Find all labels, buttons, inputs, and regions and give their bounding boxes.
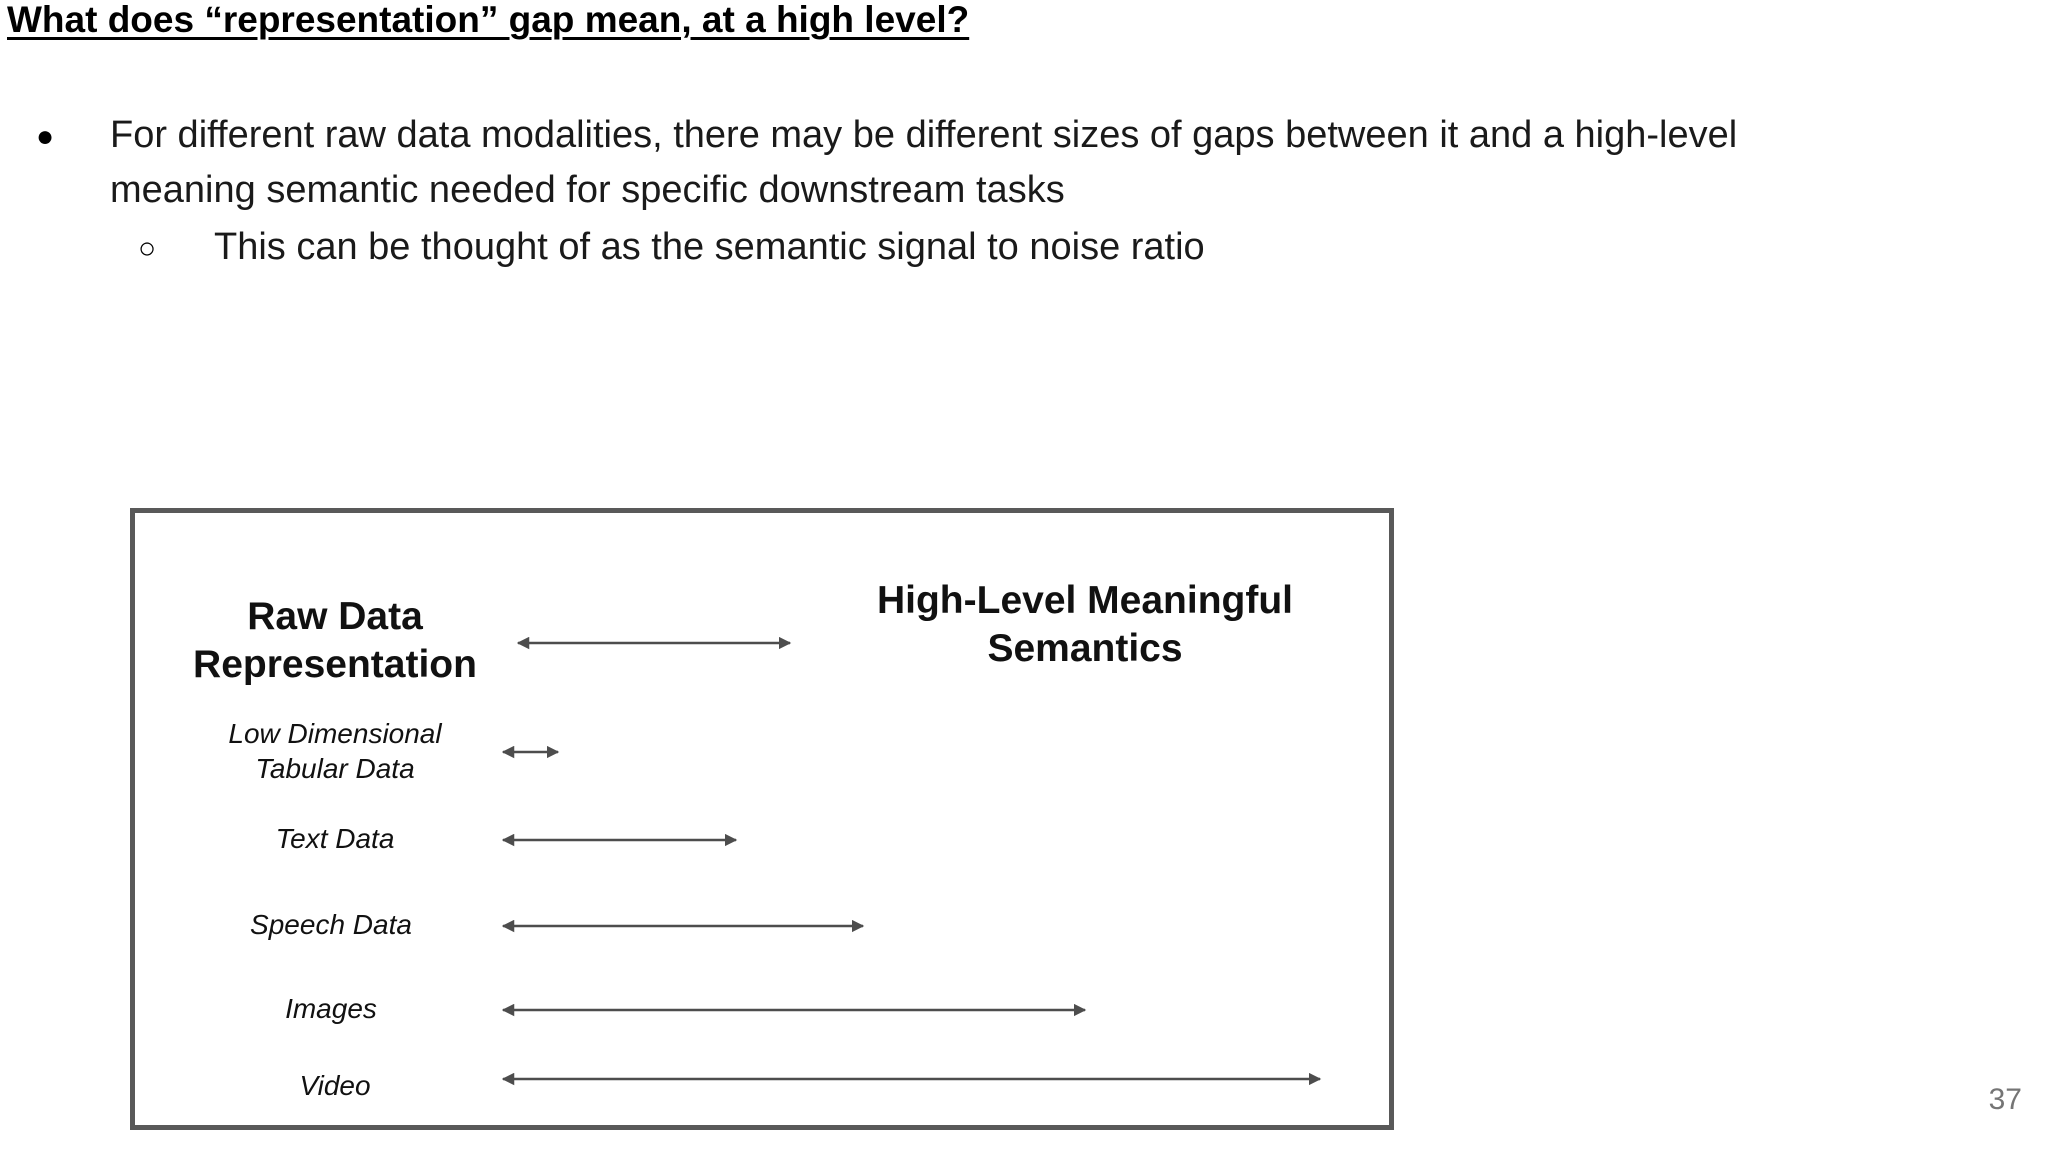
sub-bullet-circle-icon: ○ xyxy=(138,232,157,265)
raw-data-header xyxy=(185,593,485,689)
row-label-tabular xyxy=(205,716,465,786)
header-line: High-Level Meaningful xyxy=(876,579,1293,622)
header-line: Raw Data xyxy=(247,595,423,638)
page-number: 37 xyxy=(1988,1083,2022,1116)
row-label-line: Tabular Data xyxy=(255,753,415,784)
row-label-video: Video xyxy=(299,1070,371,1101)
row-label-images: Images xyxy=(285,993,377,1024)
row-label-line: Low Dimensional xyxy=(228,718,442,749)
header-line: Semantics xyxy=(987,627,1183,670)
bullet-line: For different raw data modalities, there may be different sizes of gaps between it and a high-level xyxy=(110,114,1738,156)
row-label-speech: Speech Data xyxy=(250,909,412,940)
bullet-line: This can be thought of as the semantic signal to noise ratio xyxy=(214,226,1205,268)
slide-title: What does “representation” gap mean, at a high level? xyxy=(7,0,970,40)
row-label-text: Text Data xyxy=(275,823,395,854)
gap-diagram xyxy=(130,508,1394,1130)
semantics-header xyxy=(855,577,1315,673)
bullet-dot-icon: ● xyxy=(36,120,55,153)
bullet-line: meaning semantic needed for specific downstream tasks xyxy=(110,169,1065,211)
header-line: Representation xyxy=(193,643,477,686)
